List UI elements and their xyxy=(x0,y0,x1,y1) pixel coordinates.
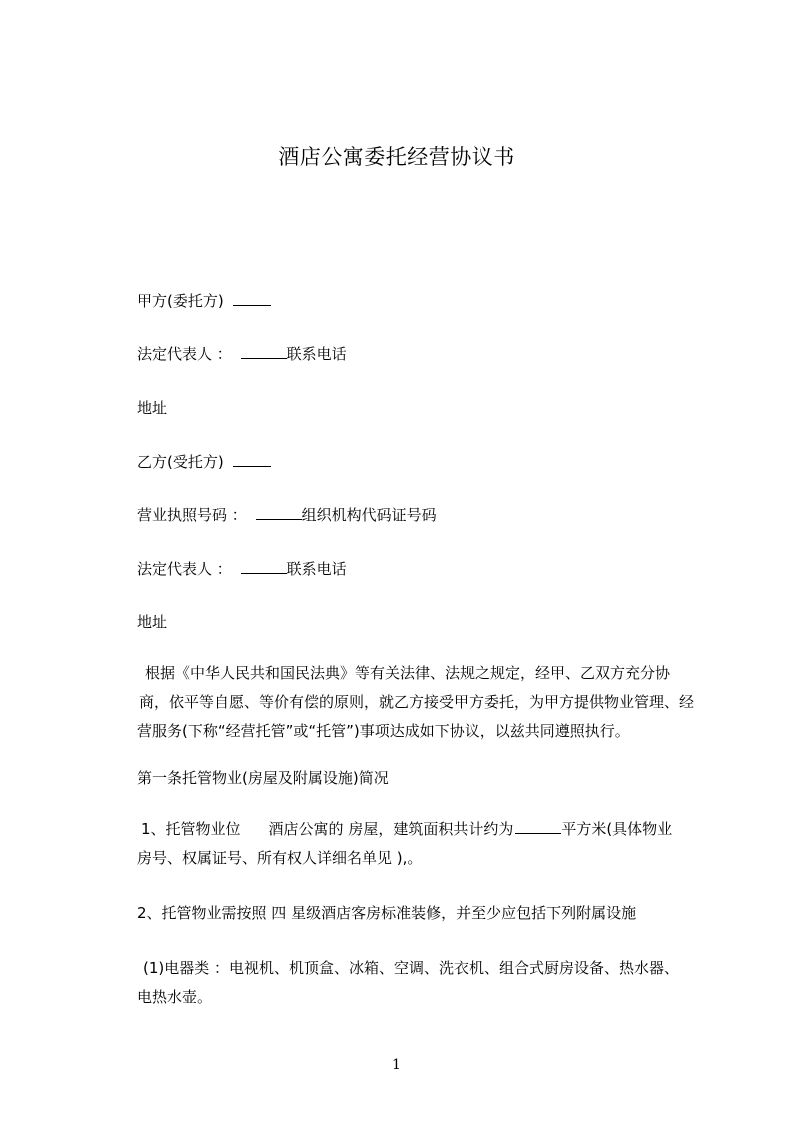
page-number: 1 xyxy=(392,1057,401,1073)
party-a-label: 甲方(委托方) xyxy=(137,292,224,310)
item-1-part-3: 平方米(具体物业 xyxy=(561,820,673,838)
party-b-phone-label: 联系电话 xyxy=(286,560,347,578)
party-b-rep-label: 法定代表人 ： xyxy=(137,560,232,578)
party-a-rep-label: 法定代表人 ： xyxy=(137,345,232,363)
party-b-address-line xyxy=(137,612,167,632)
party-a-line xyxy=(137,291,271,311)
article-1-item-2: 2、托管物业需按照 四 星级酒店客房标准装修，并至少应包括下列附属设施 xyxy=(137,904,637,922)
item-2-sub-1-line-2: 电热水壶。 xyxy=(137,988,213,1006)
item-1-part-1: 1、托管物业位 xyxy=(141,820,241,838)
party-b-rep-blank xyxy=(241,559,287,574)
party-a-rep-blank xyxy=(241,344,287,359)
item-2-sub-1-line-1: (1)电器类 ：电视机、机顶盒、冰箱、空调、洗衣机、组合式厨房设备、热水器、 xyxy=(143,959,680,977)
preamble-paragraph xyxy=(137,659,715,746)
article-1-item-2-sub-1 xyxy=(137,954,715,1012)
party-b-address-label: 地址 xyxy=(137,613,168,631)
party-a-rep-line xyxy=(137,344,347,364)
document-title: 酒店公寓委托经营协议书 xyxy=(278,145,515,169)
party-b-line xyxy=(137,452,271,472)
party-a-address-label: 地址 xyxy=(137,399,168,417)
party-b-org-code-label: 组织机构代码证号码 xyxy=(301,506,437,524)
preamble-line-3: 营服务(下称“经营托管”或“托管”)事项达成如下协议，以兹共同遵照执行。 xyxy=(137,722,630,740)
party-a-blank xyxy=(233,291,271,306)
party-b-label: 乙方(受托方) xyxy=(137,453,224,471)
party-b-license-blank xyxy=(256,505,302,520)
party-a-phone-label: 联系电话 xyxy=(286,345,347,363)
party-b-license-line xyxy=(137,505,437,525)
party-b-license-label: 营业执照号码 ： xyxy=(137,506,247,524)
preamble-line-2: 商，依平等自愿、等价有偿的原则，就乙方接受甲方委托，为甲方提供物业管理、经 xyxy=(139,693,695,711)
party-b-blank xyxy=(233,452,271,467)
party-a-address-line xyxy=(137,398,167,418)
article-1-item-1-line-2: 房号、权属证号、所有权人详细名单见 ),。 xyxy=(137,849,423,867)
article-1-item-1 xyxy=(137,815,715,873)
preamble-line-1: 根据《中华人民共和国民法典》等有关法律、法规之规定，经甲、乙双方充分协 xyxy=(145,664,671,682)
party-b-rep-line xyxy=(137,559,347,579)
article-1-heading: 第一条托管物业(房屋及附属设施)简况 xyxy=(137,769,389,787)
article-1-item-1-line-1 xyxy=(137,815,715,844)
item-1-part-2: 酒店公寓的 房屋，建筑面积共计约为 xyxy=(268,820,514,838)
item-1-area-blank xyxy=(515,819,561,834)
